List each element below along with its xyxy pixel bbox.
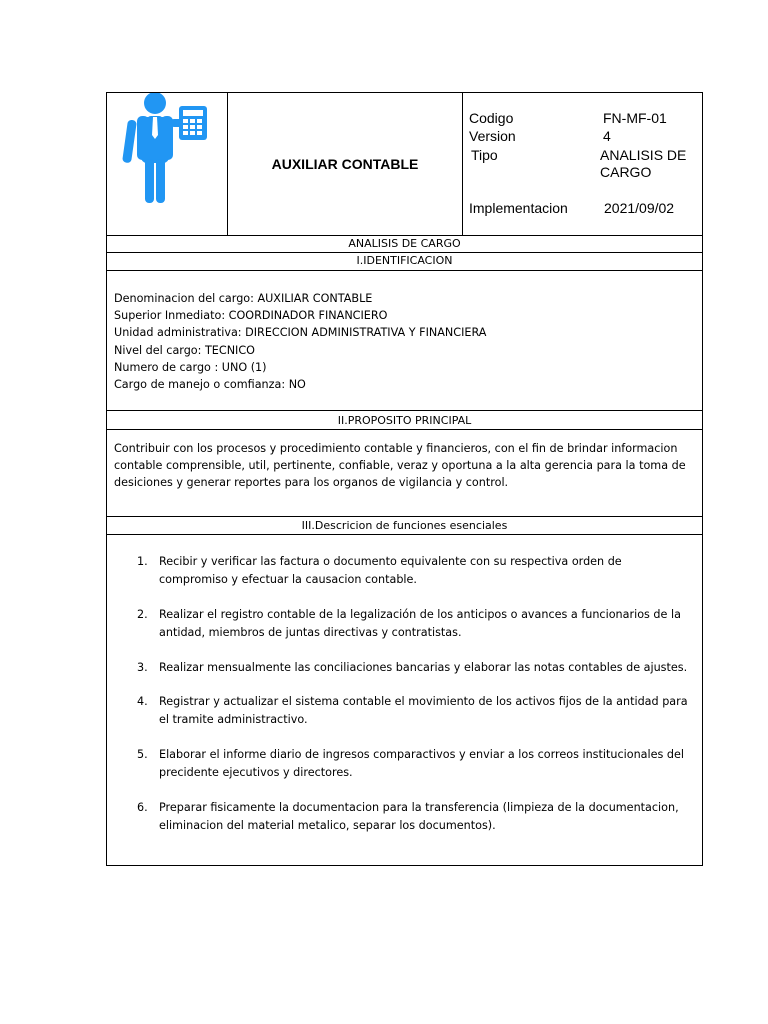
list-item-number: 2. <box>137 608 148 621</box>
manejo-line: Cargo de manejo o comfianza: NO <box>114 378 306 392</box>
list-item-text: Elaborar el informe diario de ingresos comparactivos y enviar a los correos institucionales del precidente ejecutivos y directores. <box>159 748 684 779</box>
accountant-calculator-icon <box>107 93 228 236</box>
list-item-number: 3. <box>137 661 148 674</box>
funciones-title: III.Descricion de funciones esenciales <box>107 517 702 535</box>
unidad-line: Unidad administrativa: DIRECCION ADMINISTRATIVA Y FINANCIERA <box>114 326 487 340</box>
job-title: AUXILIAR CONTABLE <box>271 156 419 172</box>
tipo-value-line2: CARGO <box>600 164 652 180</box>
document-header <box>107 93 702 236</box>
list-item-text: Realizar mensualmente las conciliaciones bancarias y elaborar las notas contables de ajustes. <box>159 661 688 674</box>
denominacion-line: Denominacion del cargo: AUXILIAR CONTABLE <box>114 292 373 305</box>
proposito-section <box>107 430 702 517</box>
job-title-cell <box>228 93 463 235</box>
list-item-number: 1. <box>137 555 148 568</box>
implementacion-label: Implementacion <box>469 200 568 216</box>
analisis-title: ANALISIS DE CARGO <box>107 236 702 253</box>
job-analysis-document <box>106 92 703 866</box>
version-value: 4 <box>603 128 611 144</box>
proposito-title: II.PROPOSITO PRINCIPAL <box>107 411 702 430</box>
codigo-value: FN-MF-01 <box>603 110 667 126</box>
list-item-text: Preparar fisicamente la documentacion para la transferencia (limpieza de la documentacion, eliminacion del material metalico, separar los documentos). <box>159 801 679 832</box>
tipo-value-line1: ANALISIS DE <box>600 147 687 163</box>
list-item-number: 4. <box>137 695 148 708</box>
identificacion-title: I.IDENTIFICACION <box>107 253 702 271</box>
list-item <box>137 693 694 728</box>
version-label: Version <box>469 128 516 144</box>
implementacion-value: 2021/09/02 <box>604 200 675 216</box>
logo-cell <box>107 93 228 235</box>
list-item <box>137 553 694 588</box>
funciones-section <box>107 535 702 865</box>
tipo-label: Tipo <box>471 147 498 163</box>
list-item-text: Realizar el registro contable de la legalización de los anticipos o avances a funcionarios de la antidad, miembros de juntas directivas y contratistas. <box>159 608 681 639</box>
document-meta <box>463 93 704 235</box>
list-item <box>137 606 694 641</box>
list-item <box>137 659 694 677</box>
list-item-text: Recibir y verificar las factura o documento equivalente con su respectiva orden de compromiso y efectuar la causacion contable. <box>159 555 622 586</box>
list-item-number: 5. <box>137 748 148 761</box>
list-item-text: Registrar y actualizar el sistema contable el movimiento de los activos fijos de la antidad para el tramite administractivo. <box>159 695 688 726</box>
superior-line: Superior Inmediato: COORDINADOR FINANCIERO <box>114 309 388 323</box>
numero-line: Numero de cargo : UNO (1) <box>114 360 267 374</box>
nivel-line: Nivel del cargo: TECNICO <box>114 343 255 357</box>
identificacion-section <box>107 271 702 411</box>
proposito-text: Contribuir con los procesos y procedimiento contable y financieros, con el fin de brindar informacion contable comprensible, util, pertinente, confiable, veraz y oportuna a la alta gerencia para la toma de desiciones y generar reportes para los organos de vigilancia y control. <box>114 442 686 490</box>
list-item <box>137 746 694 781</box>
list-item-number: 6. <box>137 801 148 814</box>
codigo-label: Codigo <box>469 110 514 126</box>
list-item <box>137 799 694 834</box>
